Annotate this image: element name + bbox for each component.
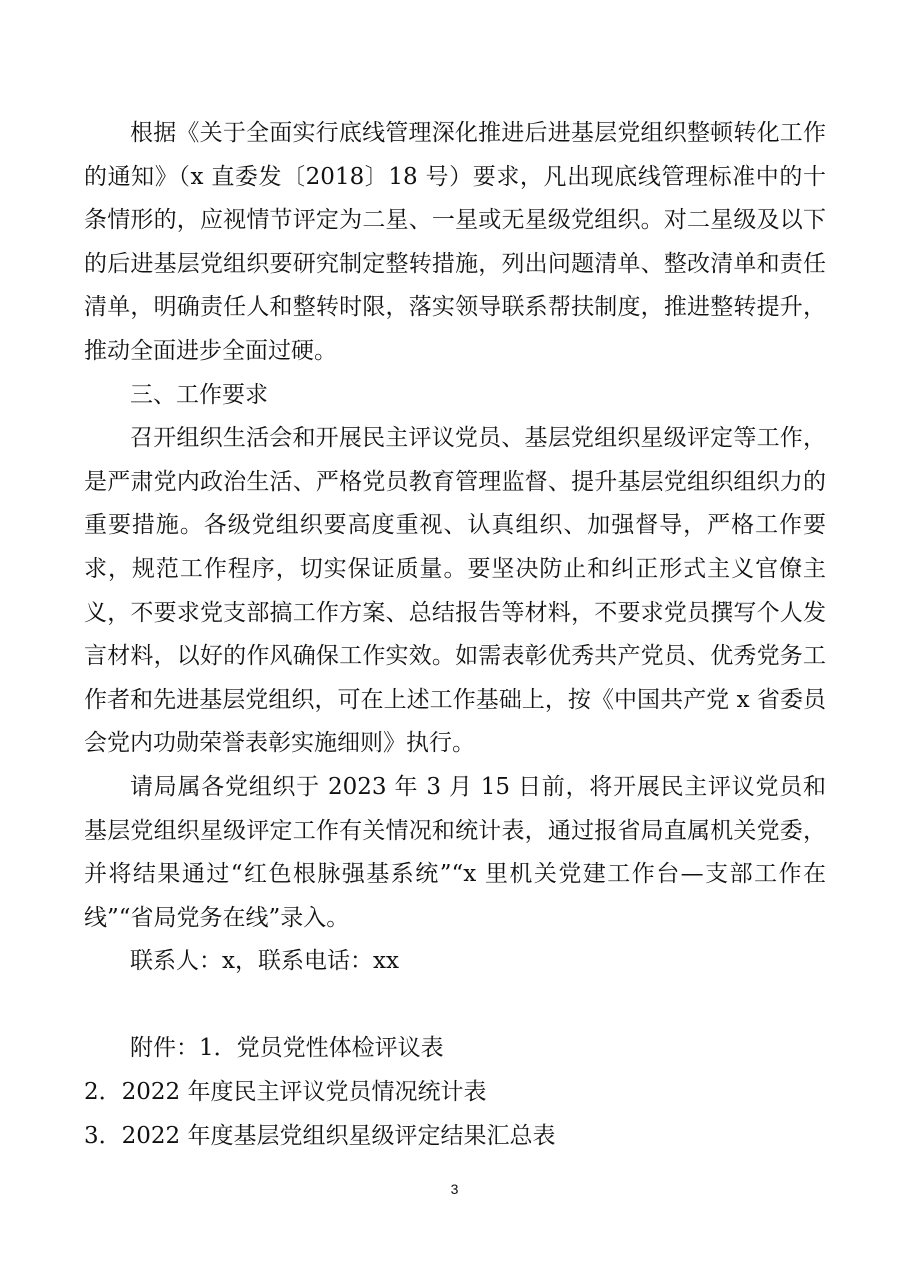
document-body xyxy=(84,112,826,1158)
paragraph-rating-rules: 根据《关于全面实行底线管理深化推进后进基层党组织整顿转化工作的通知》（x 直委发〔2018〕18 号）要求，凡出现底线管理标准中的十条情形的，应视情节评定为二星、一星或无星级党组织。对二星级及以下的后进基层党组织要研究制定整转措施，列出问题清单、整改清单和责任清单，明确责任人和整转时限，落实领导联系帮扶制度，推进整转提升，推动全面进步全面过硬。 xyxy=(84,120,826,364)
attachment-item-3: 3．2022 年度基层党组织星级评定结果汇总表 xyxy=(84,1122,556,1149)
attachment-item-1: 附件：1．党员党性体检评议表 xyxy=(130,1035,444,1062)
section-heading-work-requirements: 三、工作要求 xyxy=(130,381,268,408)
attachment-item-2: 2．2022 年度民主评议党员情况统计表 xyxy=(84,1079,487,1106)
paragraph-deadline: 请局属各党组织于 2023 年 3 月 15 日前，将开展民主评议党员和基层党组织星级评定工作有关情况和统计表，通过报省局直属机关党委，并将结果通过“红色根脉强基系统”“x 里机关党建工作台—支部工作在线”“省局党务在线”录入。 xyxy=(84,773,826,931)
paragraph-work-requirements: 召开组织生活会和开展民主评议党员、基层党组织星级评定等工作，是严肃党内政治生活、严格党员教育管理监督、提升基层党组织组织力的重要措施。各级党组织要高度重视、认真组织、加强督导，严格工作要求，规范工作程序，切实保证质量。要坚决防止和纠正形式主义官僚主义，不要求党支部搞工作方案、总结报告等材料，不要求党员撰写个人发言材料，以好的作风确保工作实效。如需表彰优秀共产党员、优秀党务工作者和先进基层党组织，可在上述工作基础上，按《中国共产党 x 省委员会党内功勋荣誉表彰实施细则》执行。 xyxy=(84,425,826,757)
paragraph-contact: 联系人：x，联系电话：xx xyxy=(130,948,399,975)
page-number: 3 xyxy=(450,1181,459,1197)
